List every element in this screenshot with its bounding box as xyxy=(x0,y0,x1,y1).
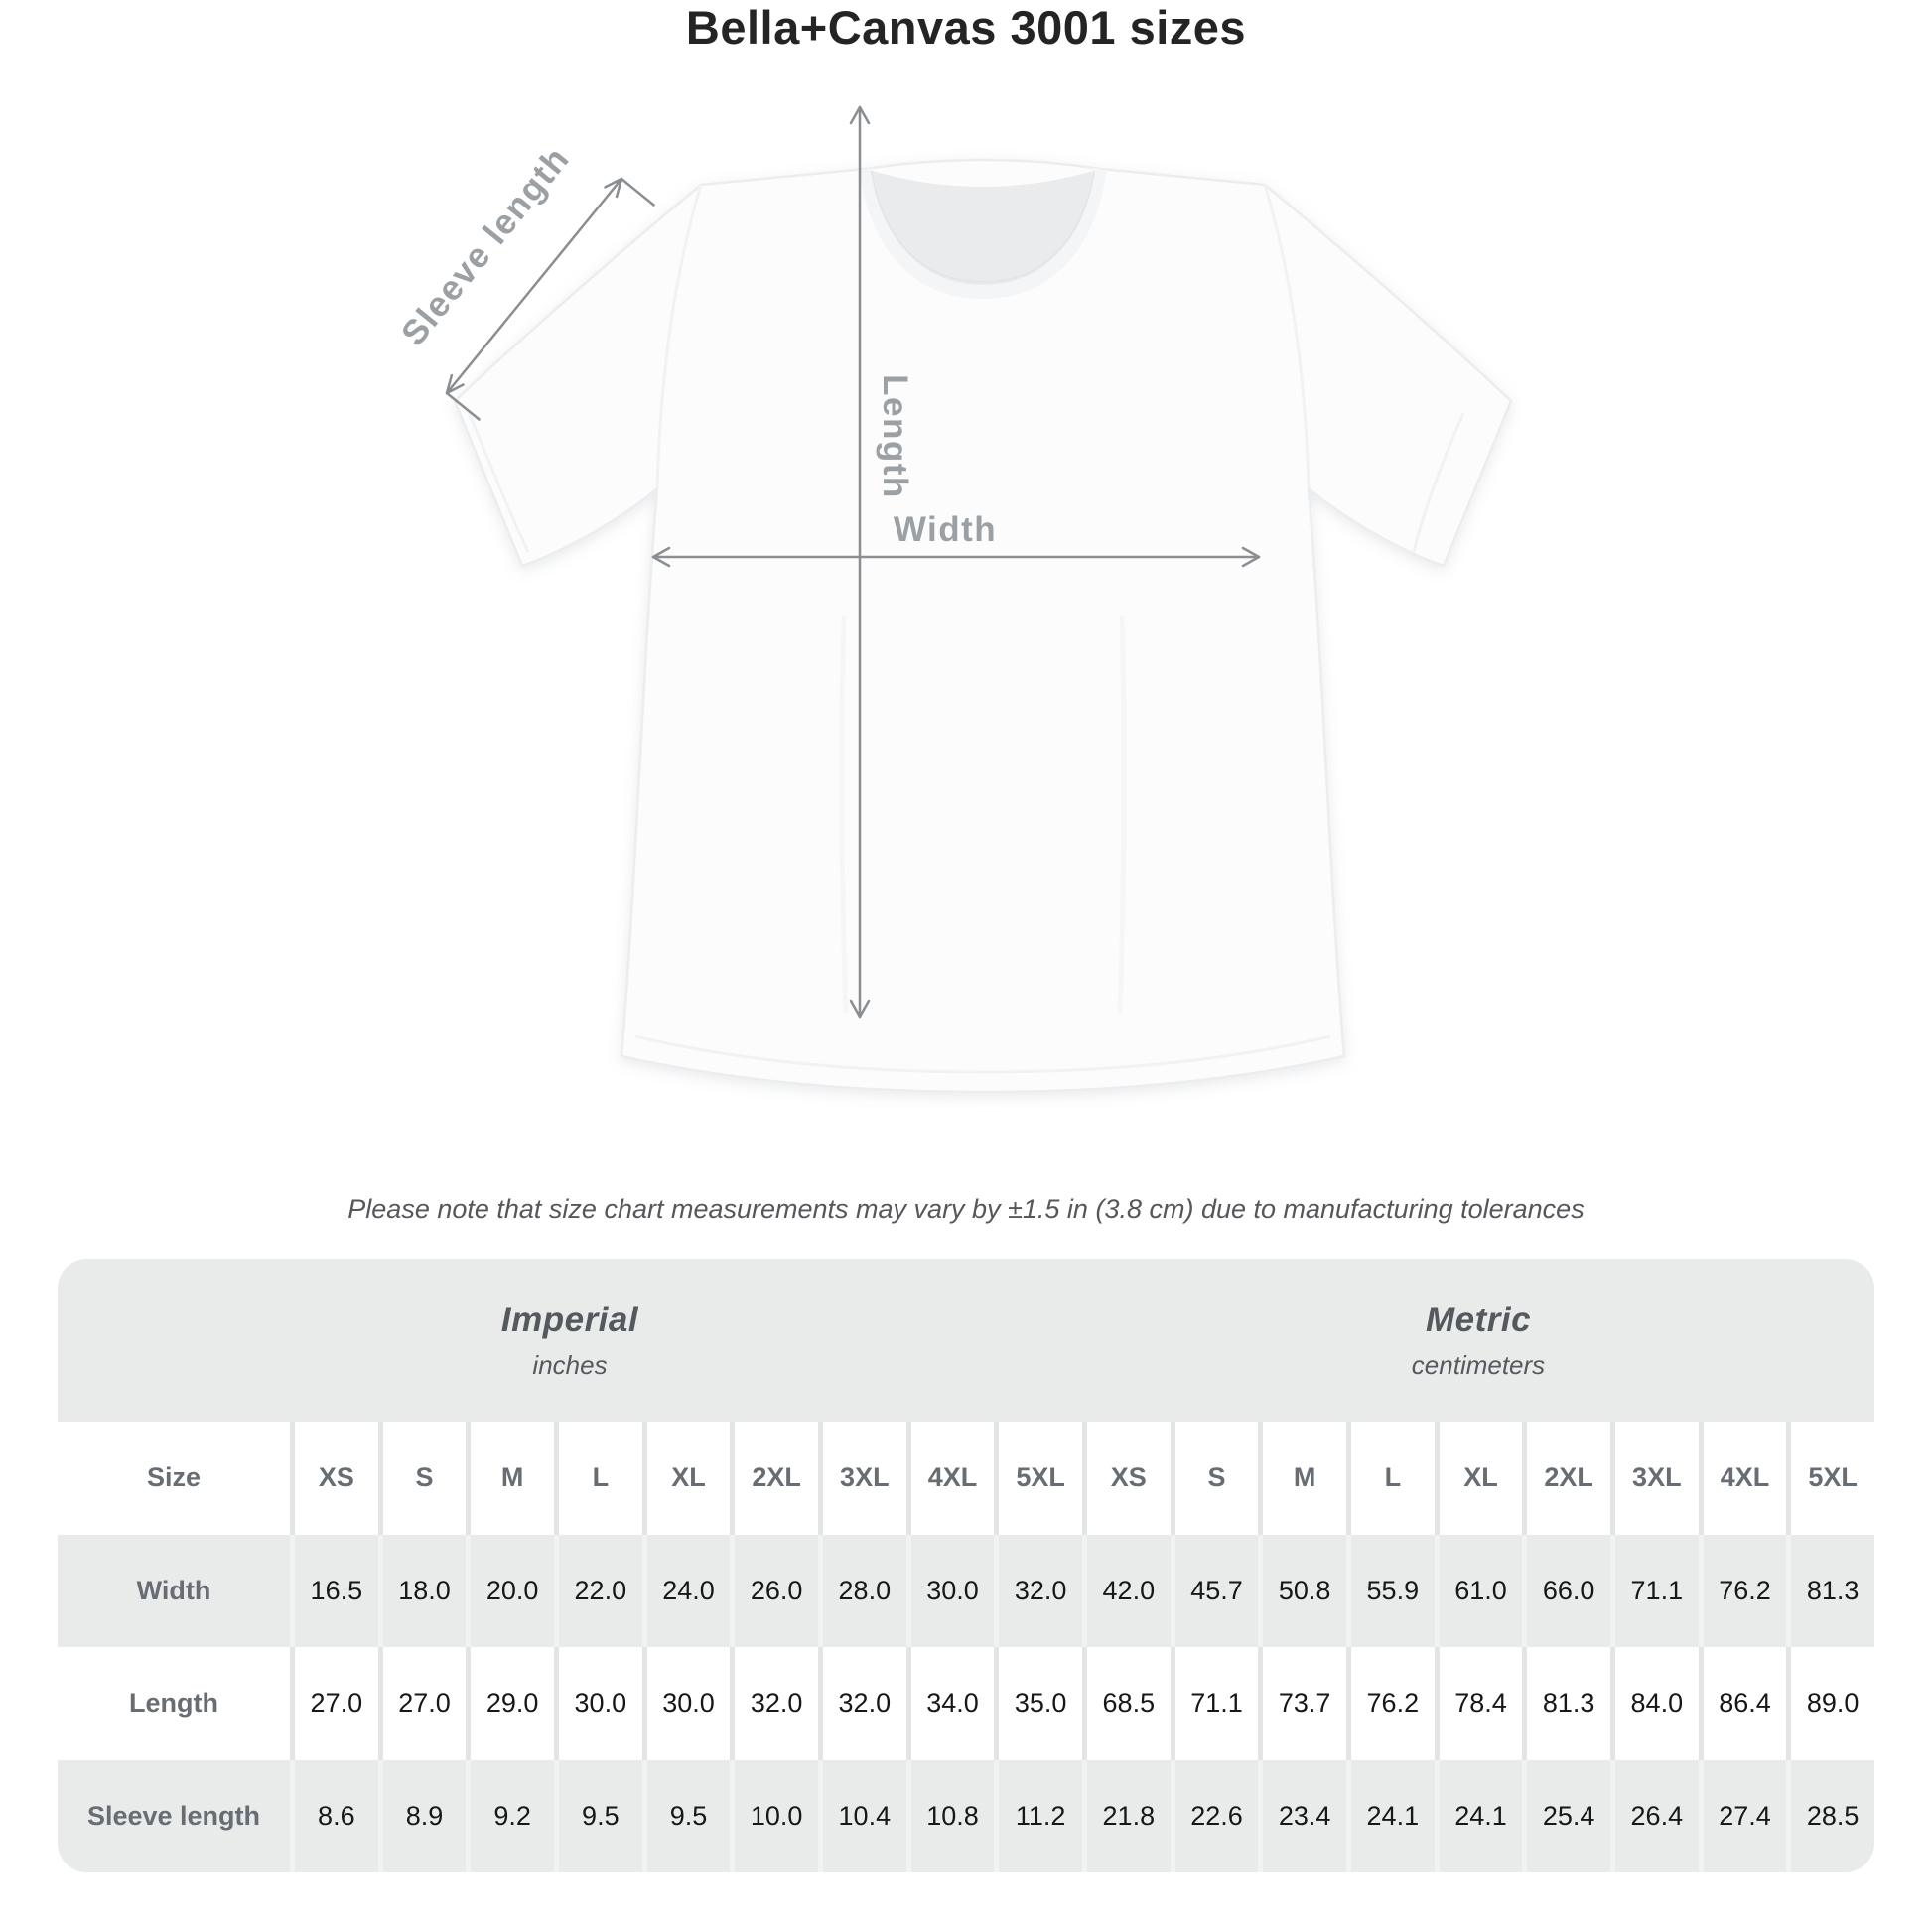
metric-value-cell: 24.1 xyxy=(1346,1760,1435,1873)
imperial-value-cell: 10.0 xyxy=(730,1760,818,1873)
metric-value-cell: 26.4 xyxy=(1610,1760,1699,1873)
metric-value-cell: 84.0 xyxy=(1610,1647,1699,1760)
imperial-value-cell: 8.9 xyxy=(378,1760,467,1873)
imperial-unit-group xyxy=(58,1259,1082,1422)
imperial-value-cell: 30.0 xyxy=(906,1535,995,1648)
imperial-value-cell: 27.0 xyxy=(378,1647,467,1760)
page-subtitle: Please note that size chart measurements may vary by ±1.5 in (3.8 cm) due to manufacturing tolerances xyxy=(347,1194,1585,1224)
imperial-size-header: S xyxy=(378,1422,467,1535)
metric-value-cell: 78.4 xyxy=(1435,1647,1523,1760)
imperial-value-cell: 32.0 xyxy=(994,1535,1082,1648)
metric-value-cell: 42.0 xyxy=(1082,1535,1171,1648)
metric-value-cell: 76.2 xyxy=(1699,1535,1787,1648)
imperial-value-cell: 22.0 xyxy=(554,1535,642,1648)
metric-size-header: 4XL xyxy=(1699,1422,1787,1535)
imperial-value-cell: 28.0 xyxy=(818,1535,906,1648)
metric-value-cell: 73.7 xyxy=(1258,1647,1346,1760)
imperial-value-cell: 34.0 xyxy=(906,1647,995,1760)
metric-size-header: XS xyxy=(1082,1422,1171,1535)
imperial-value-cell: 30.0 xyxy=(642,1647,731,1760)
width-label: Width xyxy=(893,510,998,549)
metric-size-header: 5XL xyxy=(1786,1422,1874,1535)
metric-value-cell: 66.0 xyxy=(1522,1535,1610,1648)
imperial-value-cell: 35.0 xyxy=(994,1647,1082,1760)
imperial-value-cell: 29.0 xyxy=(466,1647,554,1760)
metric-value-cell: 71.1 xyxy=(1171,1647,1259,1760)
metric-value-cell: 50.8 xyxy=(1258,1535,1346,1648)
imperial-value-cell: 27.0 xyxy=(290,1647,378,1760)
metric-value-cell: 61.0 xyxy=(1435,1535,1523,1648)
units-band xyxy=(58,1259,1874,1422)
metric-value-cell: 25.4 xyxy=(1522,1760,1610,1873)
row-label: Sleeve length xyxy=(58,1760,290,1873)
metric-value-cell: 27.4 xyxy=(1699,1760,1787,1873)
imperial-size-header: 4XL xyxy=(906,1422,995,1535)
row-label: Length xyxy=(58,1647,290,1760)
imperial-value-cell: 26.0 xyxy=(730,1535,818,1648)
imperial-value-cell: 18.0 xyxy=(378,1535,467,1648)
imperial-value-cell: 16.5 xyxy=(290,1535,378,1648)
size-grid xyxy=(58,1422,1874,1872)
imperial-value-cell: 10.4 xyxy=(818,1760,906,1873)
sleeve-length-label: Sleeve length xyxy=(393,139,578,353)
imperial-value-cell: 24.0 xyxy=(642,1535,731,1648)
tshirt-illustration xyxy=(455,160,1511,1092)
imperial-value-cell: 11.2 xyxy=(994,1760,1082,1873)
imperial-value-cell: 20.0 xyxy=(466,1535,554,1648)
metric-value-cell: 86.4 xyxy=(1699,1647,1787,1760)
metric-size-header: M xyxy=(1258,1422,1346,1535)
metric-value-cell: 71.1 xyxy=(1610,1535,1699,1648)
metric-unit: centimeters xyxy=(1411,1349,1546,1380)
row-label: Width xyxy=(58,1535,290,1648)
imperial-size-header: 5XL xyxy=(994,1422,1082,1535)
metric-unit-group xyxy=(1082,1259,1874,1422)
length-label: Length xyxy=(876,374,914,499)
imperial-size-header: 2XL xyxy=(730,1422,818,1535)
size-corner-header: Size xyxy=(58,1422,290,1535)
imperial-value-cell: 30.0 xyxy=(554,1647,642,1760)
metric-value-cell: 89.0 xyxy=(1786,1647,1874,1760)
metric-value-cell: 81.3 xyxy=(1522,1647,1610,1760)
metric-value-cell: 22.6 xyxy=(1171,1760,1259,1873)
imperial-size-header: L xyxy=(554,1422,642,1535)
metric-size-header: XL xyxy=(1435,1422,1523,1535)
imperial-value-cell: 9.5 xyxy=(642,1760,731,1873)
metric-value-cell: 55.9 xyxy=(1346,1535,1435,1648)
metric-value-cell: 23.4 xyxy=(1258,1760,1346,1873)
metric-size-header: L xyxy=(1346,1422,1435,1535)
size-table xyxy=(58,1259,1874,1872)
imperial-label: Imperial xyxy=(500,1300,639,1339)
imperial-value-cell: 8.6 xyxy=(290,1760,378,1873)
metric-value-cell: 21.8 xyxy=(1082,1760,1171,1873)
imperial-size-header: XL xyxy=(642,1422,731,1535)
imperial-unit: inches xyxy=(532,1349,608,1380)
metric-size-header: S xyxy=(1171,1422,1259,1535)
metric-value-cell: 68.5 xyxy=(1082,1647,1171,1760)
imperial-value-cell: 32.0 xyxy=(818,1647,906,1760)
metric-value-cell: 81.3 xyxy=(1786,1535,1874,1648)
imperial-size-header: 3XL xyxy=(818,1422,906,1535)
imperial-value-cell: 9.5 xyxy=(554,1760,642,1873)
metric-value-cell: 45.7 xyxy=(1171,1535,1259,1648)
imperial-value-cell: 10.8 xyxy=(906,1760,995,1873)
imperial-size-header: XS xyxy=(290,1422,378,1535)
metric-size-header: 2XL xyxy=(1522,1422,1610,1535)
imperial-value-cell: 9.2 xyxy=(466,1760,554,1873)
metric-value-cell: 76.2 xyxy=(1346,1647,1435,1760)
metric-size-header: 3XL xyxy=(1610,1422,1699,1535)
imperial-size-header: M xyxy=(466,1422,554,1535)
metric-label: Metric xyxy=(1425,1300,1532,1339)
metric-value-cell: 24.1 xyxy=(1435,1760,1523,1873)
imperial-value-cell: 32.0 xyxy=(730,1647,818,1760)
page-title: Bella+Canvas 3001 sizes xyxy=(685,1,1247,54)
metric-value-cell: 28.5 xyxy=(1786,1760,1874,1873)
